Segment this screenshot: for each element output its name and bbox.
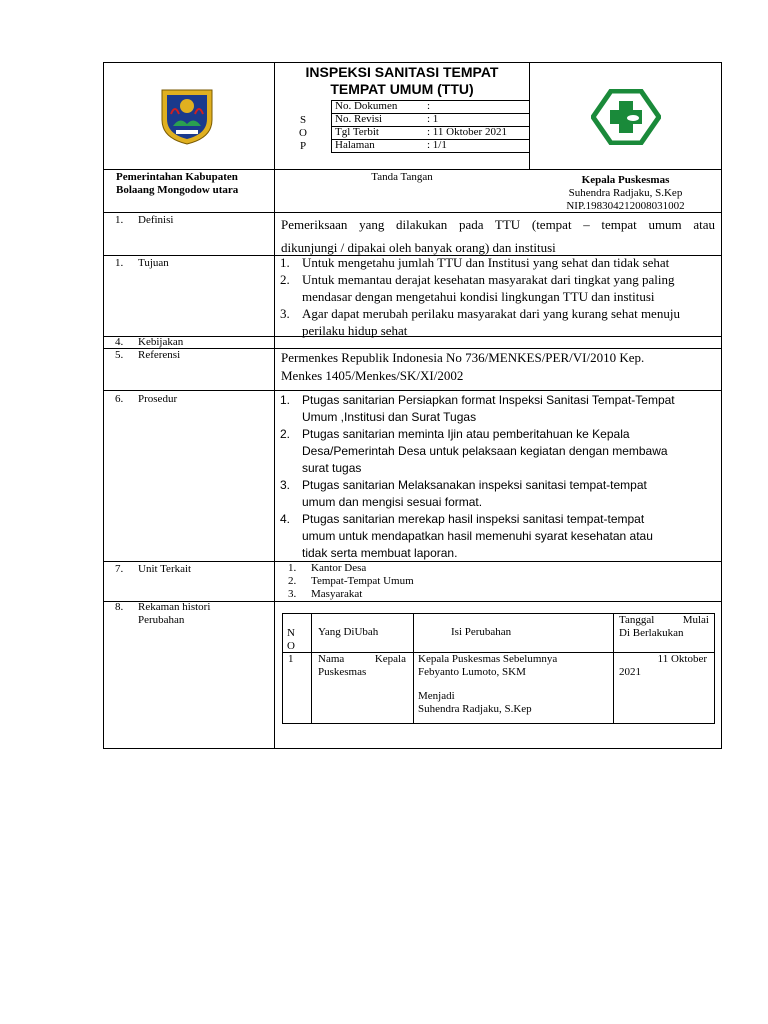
list-item-text: Agar dapat merubah perilaku masyarakat dari yang kurang sehat menuju xyxy=(302,306,680,321)
list-item-text: umum untuk mendapatkan hasil memenuhi syarat kesehatan atau xyxy=(302,529,653,543)
meta-doc-number-label: No. Dokumen xyxy=(335,100,398,112)
history-header-date-2: Di Berlakukan xyxy=(619,627,684,639)
history-header-no xyxy=(287,627,295,653)
history-row-content-4: Suhendra Radjaku, S.Kep xyxy=(418,703,532,715)
list-item xyxy=(280,392,716,426)
organization-name xyxy=(116,171,238,197)
document-title xyxy=(275,64,529,98)
row-no-unit: 7. xyxy=(115,563,124,575)
history-row-no: 1 xyxy=(288,653,294,665)
row-label-kebijakan: Kebijakan xyxy=(138,336,184,348)
meta-revision-label: No. Revisi xyxy=(335,113,383,125)
list-item-text: Tempat-Tempat Umum xyxy=(311,575,414,587)
row-no-prosedur: 6. xyxy=(115,393,124,405)
head-title: Kepala Puskesmas xyxy=(581,174,670,186)
list-item-text: Desa/Pemerintah Desa untuk pelaksaan kegiatan dengan membawa xyxy=(302,444,668,458)
history-row-date-2: 2021 xyxy=(619,666,641,678)
list-item xyxy=(280,511,716,562)
list-item-number: 1. xyxy=(280,393,291,407)
title-line-2: TEMPAT UMUM (TTU) xyxy=(330,81,474,97)
list-item-text: Ptugas sanitarian Persiapkan format Inspeksi Sanitasi Tempat-Tempat xyxy=(302,393,675,407)
history-row-content-1: Kepala Puskesmas Sebelumnya xyxy=(418,653,558,665)
list-item-number: 3. xyxy=(280,478,291,492)
row-label-tujuan: Tujuan xyxy=(138,257,169,269)
list-item-text: Masyarakat xyxy=(311,588,363,600)
definisi-line-2: dikunjungi / dipakai oleh banyak orang) dan institusi xyxy=(281,240,556,255)
row-label-referensi: Referensi xyxy=(138,349,181,361)
list-item-text: Ptugas sanitarian Melaksanakan inspeksi sanitasi tempat-tempat xyxy=(302,478,647,492)
history-row-changed-2: Puskesmas xyxy=(318,666,367,678)
meta-issue-date-label: Tgl Terbit xyxy=(335,126,379,138)
head-nip: NIP.198304212008031002 xyxy=(566,200,685,212)
row-no-tujuan: 1. xyxy=(115,257,124,269)
referensi-text xyxy=(281,349,717,385)
meta-revision-value: : 1 xyxy=(427,113,439,125)
definisi-line-1: Pemeriksaan yang dilakukan pada TTU (tempat – tempat umum atau xyxy=(281,217,715,232)
tujuan-list xyxy=(280,254,716,339)
rekaman-label-line-1: Rekaman histori xyxy=(138,601,211,613)
history-header-changed: Yang DiUbah xyxy=(318,626,379,638)
history-row-content-2: Febyanto Lumoto, SKM xyxy=(418,666,526,678)
head-block xyxy=(530,174,721,213)
list-item-text: Untuk mengetahu jumlah TTU dan Institusi yang sehat dan tidak sehat xyxy=(302,255,670,270)
list-item-text: Ptugas sanitarian meminta Ijin atau pemberitahuan ke Kepala xyxy=(302,427,630,441)
row-label-prosedur: Prosedur xyxy=(138,393,178,405)
row-no-definisi: 1. xyxy=(115,214,124,226)
unit-list xyxy=(288,562,708,601)
organization-line-1: Pemerintahan Kabupaten xyxy=(116,171,238,183)
meta-doc-number-value: : xyxy=(427,100,431,112)
history-row-changed xyxy=(318,653,406,679)
history-header-no-2: O xyxy=(287,640,295,652)
row-no-rekaman: 8. xyxy=(115,601,124,613)
list-item-number: 3. xyxy=(288,588,297,600)
list-item-text: surat tugas xyxy=(302,461,362,475)
meta-issue-date-value: : 11 Oktober 2021 xyxy=(427,126,507,138)
referensi-line-2: Menkes 1405/Menkes/SK/XI/2002 xyxy=(281,368,464,383)
list-item-number: 1. xyxy=(280,255,290,270)
organization-line-2: Bolaang Mongodow utara xyxy=(116,184,239,196)
row-label-unit: Unit Terkait xyxy=(138,563,192,575)
list-item-text: mendasar dengan mengetahui kondisi lingkungan TTU dan institusi xyxy=(302,289,655,304)
list-item-number: 2. xyxy=(280,272,290,287)
title-line-1: INSPEKSI SANITASI TEMPAT xyxy=(305,64,499,80)
meta-page-value: : 1/1 xyxy=(427,139,447,151)
regional-emblem-logo xyxy=(158,86,216,146)
list-item xyxy=(288,575,708,588)
referensi-line-1: Permenkes Republik Indonesia No 736/MENKES/PER/VI/2010 Kep. xyxy=(281,350,645,365)
rekaman-label-line-2: Perubahan xyxy=(138,614,185,626)
list-item-text: Umum ,Institusi dan Surat Tugas xyxy=(302,410,477,424)
sop-letter-s: S xyxy=(299,114,307,126)
row-no-referensi: 5. xyxy=(115,349,124,361)
sop-letter-p: P xyxy=(299,140,307,152)
list-item-text: Kantor Desa xyxy=(311,562,367,574)
history-header-content: Isi Perubahan xyxy=(451,626,512,638)
puskesmas-logo xyxy=(591,89,661,145)
meta-page-label: Halaman xyxy=(335,139,375,151)
list-item xyxy=(280,426,716,477)
history-row-date-1: 11 Oktober xyxy=(657,653,707,665)
history-header-no-1: N xyxy=(287,627,295,639)
list-item xyxy=(288,562,708,575)
list-item-number: 4. xyxy=(280,512,291,526)
history-header-date-1: Tanggal Mulai xyxy=(619,614,709,626)
prosedur-list xyxy=(280,392,716,562)
signature-label: Tanda Tangan xyxy=(371,171,433,183)
row-label-definisi: Definisi xyxy=(138,214,174,226)
head-name: Suhendra Radjaku, S.Kep xyxy=(568,187,683,199)
list-item xyxy=(280,305,716,339)
list-item-text: perilaku hidup sehat xyxy=(302,323,408,338)
sop-letter-o: O xyxy=(299,127,307,139)
list-item-text: tidak serta membuat laporan. xyxy=(302,546,458,560)
list-item-text: Untuk memantau derajat kesehatan masyarakat dari tingkat yang paling xyxy=(302,272,675,287)
history-header-date xyxy=(619,614,709,640)
list-item xyxy=(280,477,716,511)
list-item-text: umum dan mengisi sesuai format. xyxy=(302,495,483,509)
list-item xyxy=(288,588,708,601)
list-item-number: 2. xyxy=(288,575,297,587)
history-row-date xyxy=(619,653,709,679)
list-item-number: 2. xyxy=(280,427,291,441)
sop-label xyxy=(296,114,310,153)
history-row-content-3: Menjadi xyxy=(418,690,455,702)
row-no-kebijakan: 4. xyxy=(115,336,124,348)
list-item xyxy=(280,254,716,271)
list-item-number: 3. xyxy=(280,306,290,321)
definisi-text xyxy=(281,213,715,259)
list-item-number: 1. xyxy=(288,562,297,574)
history-row-changed-1: Nama Kepala xyxy=(318,653,406,665)
row-label-rekaman xyxy=(138,601,210,627)
list-item xyxy=(280,271,716,305)
list-item-text: Ptugas sanitarian merekap hasil inspeksi sanitasi tempat-tempat xyxy=(302,512,645,526)
history-row-content xyxy=(418,653,610,716)
